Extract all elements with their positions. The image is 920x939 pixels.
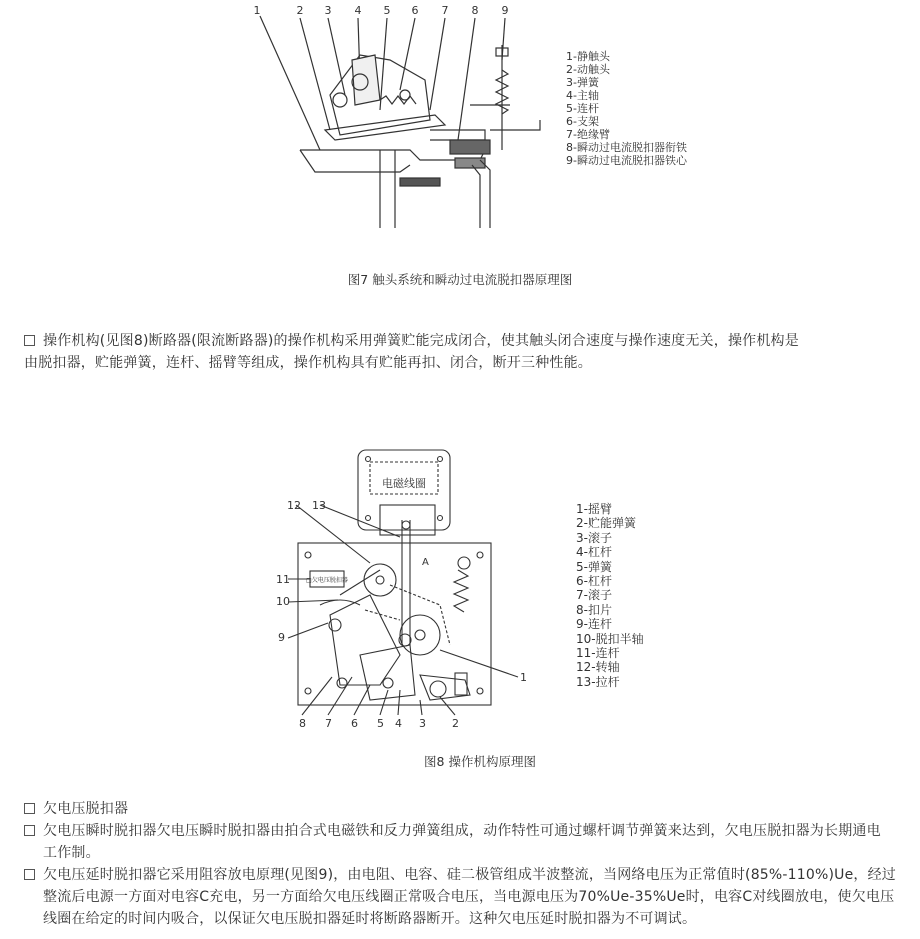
fig8-legend-item: 4-杠杆 xyxy=(576,545,612,560)
figure-7-diagram xyxy=(240,0,560,230)
figure-8-caption: 图8 操作机构原理图 xyxy=(424,754,536,769)
mechanism-line-1: 操作机构(见图8)断路器(限流断路器)的操作机构采用弹簧贮能完成闭合，使其触头闭合速度与操作速度无关，操作机构是 xyxy=(43,333,799,349)
fig8-callout-12: 12 xyxy=(287,499,301,512)
fig8-callout-7: 7 xyxy=(325,717,332,730)
fig8-legend-item: 9-连杆 xyxy=(576,617,612,632)
checkbox-icon xyxy=(24,335,35,346)
delay-line-2: 整流后电源一方面对电容C充电，另一方面给欠电压线圈正常吸合电压，当电源电压为70%Ue-35%Ue时，电容C对线圈放电，使欠电压 xyxy=(43,889,895,905)
marker-a: A xyxy=(422,557,429,568)
coil-label: 电磁线圈 xyxy=(382,477,426,490)
fig7-legend-item: 6-支架 xyxy=(566,115,599,128)
fig8-legend-item: 10-脱扣半轴 xyxy=(576,631,644,646)
fig7-callout-2: 2 xyxy=(296,4,304,17)
fig8-callout-5: 5 xyxy=(377,717,384,730)
fig7-callout-8: 8 xyxy=(471,4,479,17)
checkbox-icon xyxy=(24,869,35,880)
checkbox-icon xyxy=(24,803,35,814)
instant-line-2: 工作制。 xyxy=(43,845,100,861)
fig7-legend-item: 9-瞬动过电流脱扣器铁心 xyxy=(566,154,687,167)
fig7-callout-6: 6 xyxy=(411,4,419,17)
fig8-legend-item: 5-弹簧 xyxy=(576,559,612,574)
instant-line-1: 欠电压瞬时脱扣器欠电压瞬时脱扣器由拍合式电磁铁和反力弹簧组成，动作特性可通过螺杆调节弹簧来达到，欠电压脱扣器为长期通电 xyxy=(43,823,881,839)
fig8-callout-1: 1 xyxy=(520,671,527,684)
fig8-legend-item: 1-摇臂 xyxy=(576,502,612,516)
figure-7-legend xyxy=(566,50,687,167)
checkbox-icon xyxy=(24,825,35,836)
figure-8-legend xyxy=(576,502,644,689)
fig7-callout-9: 9 xyxy=(501,4,509,17)
mechanism-paragraph xyxy=(24,330,904,374)
fig7-callout-5: 5 xyxy=(383,4,391,17)
fig8-callout-11: 11 xyxy=(276,573,290,586)
fig7-callout-3: 3 xyxy=(324,4,332,17)
figure-8-diagram xyxy=(270,445,540,735)
section-title: 欠电压脱扣器 xyxy=(43,801,129,817)
fig8-callout-10: 10 xyxy=(276,595,290,608)
fig7-legend-item: 8-瞬动过电流脱扣器衔铁 xyxy=(566,141,687,154)
fig8-legend-item: 2-贮能弹簧 xyxy=(576,516,636,531)
fig7-callout-4: 4 xyxy=(354,4,362,17)
fig8-legend-item: 3-滚子 xyxy=(576,530,612,545)
fig7-legend-item: 2-动触头 xyxy=(566,63,610,76)
fig8-callout-8: 8 xyxy=(299,717,306,730)
fig7-legend-item: 1-静触头 xyxy=(566,50,610,63)
fig8-legend-item: 13-拉杆 xyxy=(576,674,620,689)
fig8-legend-item: 7-滚子 xyxy=(576,588,612,603)
fig8-callout-3: 3 xyxy=(419,717,426,730)
undervoltage-section xyxy=(24,798,909,930)
fig7-callout-1: 1 xyxy=(253,4,261,17)
fig7-legend-item: 4-主轴 xyxy=(566,89,599,102)
delay-line-1: 欠电压延时脱扣器它采用阻容放电原理(见图9)，由电阻、电容、硅二极管组成半波整流，当网络电压为正常值时(85%-110%)Ue，经过 xyxy=(43,867,897,883)
fig8-callout-2: 2 xyxy=(452,717,459,730)
fig8-callout-6: 6 xyxy=(351,717,358,730)
fig8-callout-4: 4 xyxy=(395,717,402,730)
fig7-legend-item: 7-绝缘臂 xyxy=(566,128,610,141)
undervoltage-box-label: □欠电压脱扣器 xyxy=(306,577,348,584)
fig8-callout-13: 13 xyxy=(312,499,326,512)
delay-line-3: 线圈在给定的时间内吸合，以保证欠电压脱扣器延时将断路器断开。这种欠电压延时脱扣器为不可调试。 xyxy=(43,911,697,927)
fig7-callout-7: 7 xyxy=(441,4,449,17)
fig8-callout-9: 9 xyxy=(278,631,285,644)
mechanism-line-2: 由脱扣器，贮能弹簧，连杆、摇臂等组成，操作机构具有贮能再扣、闭合，断开三种性能。 xyxy=(24,355,592,371)
fig8-legend-item: 12-转轴 xyxy=(576,660,620,675)
fig8-legend-item: 6-杠杆 xyxy=(576,574,612,589)
fig7-legend-item: 3-弹簧 xyxy=(566,76,599,89)
fig8-legend-item: 11-连杆 xyxy=(576,646,620,661)
fig7-legend-item: 5-连杆 xyxy=(566,102,599,115)
fig8-legend-item: 8-扣片 xyxy=(576,602,612,617)
figure-7-caption: 图7 触头系统和瞬动过电流脱扣器原理图 xyxy=(347,272,573,287)
